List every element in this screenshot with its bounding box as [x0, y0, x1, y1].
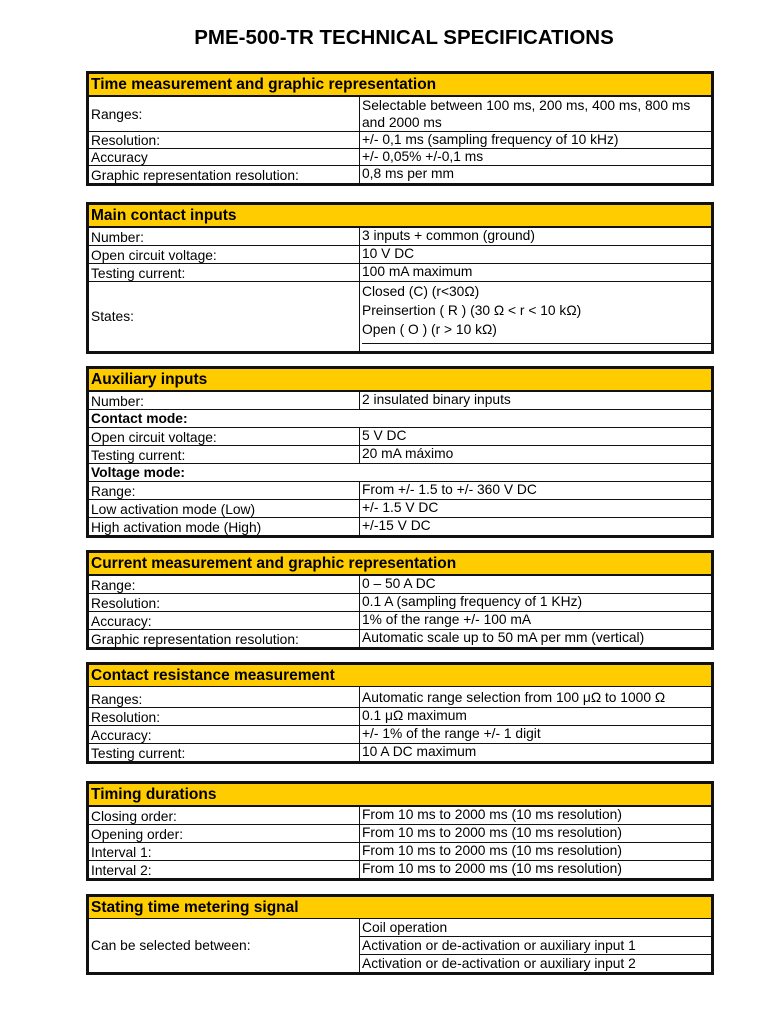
table-header: Current measurement and graphic representation: [89, 553, 711, 575]
row-label: Closing order:: [89, 807, 360, 824]
row-label: Resolution:: [89, 594, 360, 611]
table-row: [89, 919, 711, 972]
row-value: 3 inputs + common (ground): [362, 228, 535, 243]
table-row: [89, 575, 711, 593]
table-row: [89, 165, 711, 183]
states-values: [360, 282, 711, 351]
table-header: Time measurement and graphic representation: [89, 74, 711, 96]
table-row: [89, 806, 711, 824]
row-label: Number:: [89, 392, 360, 409]
current-measurement-table: [86, 550, 714, 650]
time-measurement-table: [86, 71, 714, 186]
option-coil-operation: Coil operation: [362, 920, 448, 935]
row-label: Interval 2:: [89, 861, 360, 878]
row-value: +/-15 V DC: [362, 518, 431, 533]
table-row: [89, 148, 711, 165]
row-value: Selectable between 100 ms, 200 ms, 400 ms, 800 ms and 2000 ms: [362, 98, 691, 130]
row-value: 0 – 50 A DC: [362, 576, 436, 591]
voltage-mode-heading: Voltage mode:: [89, 463, 711, 481]
row-label: Opening order:: [89, 825, 360, 842]
row-value: 20 mA máximo: [362, 446, 454, 461]
table-row: [89, 263, 711, 281]
table-row: [89, 687, 711, 707]
row-label: Open circuit voltage:: [89, 246, 360, 263]
row-value: 10 A DC maximum: [362, 744, 477, 759]
row-label: Can be selected between:: [89, 919, 360, 972]
row-value: 2 insulated binary inputs: [362, 392, 511, 407]
stating-time-table: [86, 894, 714, 975]
table-header: Timing durations: [89, 784, 711, 806]
state-open: Open ( O ) (r > 10 kΩ): [362, 322, 497, 337]
table-row: [89, 517, 711, 535]
row-label: Ranges:: [89, 97, 360, 131]
row-value: From +/- 1.5 to +/- 360 V DC: [362, 482, 537, 497]
row-label: Ranges:: [89, 687, 360, 707]
row-value: Automatic range selection from 100 μΩ to 1000 Ω: [362, 690, 666, 705]
table-row: [89, 824, 711, 842]
row-label: Graphic representation resolution:: [89, 630, 360, 647]
options-list: [360, 919, 711, 972]
table-row: [89, 707, 711, 725]
row-value: Automatic scale up to 50 mA per mm (vertical): [362, 630, 645, 645]
divider: [362, 343, 711, 357]
table-header: Contact resistance measurement: [89, 665, 711, 687]
row-value: 0.1 μΩ maximum: [362, 708, 467, 723]
row-value: 10 V DC: [362, 246, 415, 261]
contact-mode-heading: Contact mode:: [89, 409, 711, 427]
row-label: Testing current:: [89, 446, 360, 463]
row-label: Interval 1:: [89, 843, 360, 860]
row-label: Accuracy:: [89, 726, 360, 743]
table-row: [89, 445, 711, 463]
row-label: States:: [89, 282, 360, 351]
row-label: Accuracy:: [89, 612, 360, 629]
row-value: From 10 ms to 2000 ms (10 ms resolution): [362, 807, 622, 822]
table-row: [89, 131, 711, 148]
state-preinsertion: Preinsertion ( R ) (30 Ω < r < 10 kΩ): [362, 303, 582, 318]
table-header: Auxiliary inputs: [89, 369, 711, 391]
row-value: 0.1 A (sampling frequency of 1 KHz): [362, 594, 583, 609]
table-row: [89, 860, 711, 878]
row-value: +/- 1% of the range +/- 1 digit: [362, 726, 541, 741]
table-row: [89, 227, 711, 245]
table-row: [89, 499, 711, 517]
table-row: [89, 743, 711, 761]
table-row: [89, 842, 711, 860]
table-row: [89, 391, 711, 409]
table-row: [89, 611, 711, 629]
row-label: Resolution:: [89, 132, 360, 148]
row-value: From 10 ms to 2000 ms (10 ms resolution): [362, 861, 622, 876]
row-label: Graphic representation resolution:: [89, 166, 360, 183]
auxiliary-inputs-table: [86, 366, 714, 538]
row-value: 0,8 ms per mm: [362, 166, 454, 181]
row-value: From 10 ms to 2000 ms (10 ms resolution): [362, 843, 622, 858]
row-label: Open circuit voltage:: [89, 428, 360, 445]
row-label: Accuracy: [89, 149, 360, 165]
row-label: Low activation mode (Low): [89, 500, 360, 517]
table-row: [89, 96, 711, 131]
option-auxiliary-input-1: Activation or de-activation or auxiliary input 1: [360, 936, 711, 954]
row-label: Number:: [89, 228, 360, 245]
row-value: 5 V DC: [362, 428, 407, 443]
row-label: Range:: [89, 482, 360, 499]
timing-durations-table: [86, 781, 714, 881]
row-value: 1% of the range +/- 100 mA: [362, 612, 532, 627]
table-row: [89, 593, 711, 611]
option-auxiliary-input-2: Activation or de-activation or auxiliary input 2: [360, 954, 711, 972]
states-row: [89, 281, 711, 351]
page-title: PME-500-TR TECHNICAL SPECIFICATIONS: [194, 26, 614, 49]
row-value: +/- 0,05% +/-0,1 ms: [362, 149, 484, 164]
table-row: [89, 725, 711, 743]
table-row: [89, 245, 711, 263]
table-row: [89, 629, 711, 647]
main-contact-inputs-table: [86, 202, 714, 354]
row-label: High activation mode (High): [89, 518, 360, 535]
table-header: Main contact inputs: [89, 205, 711, 227]
table-row: [89, 481, 711, 499]
row-label: Range:: [89, 576, 360, 593]
row-value: 100 mA maximum: [362, 264, 473, 279]
row-value: +/- 1.5 V DC: [362, 500, 439, 515]
table-header: Stating time metering signal: [89, 897, 711, 919]
row-value: +/- 0,1 ms (sampling frequency of 10 kHz): [362, 132, 619, 147]
row-label: Testing current:: [89, 744, 360, 761]
row-label: Resolution:: [89, 708, 360, 725]
contact-resistance-table: [86, 662, 714, 764]
row-value: From 10 ms to 2000 ms (10 ms resolution): [362, 825, 622, 840]
row-label: Testing current:: [89, 264, 360, 281]
state-closed: Closed (C) (r<30Ω): [362, 284, 480, 299]
table-row: [89, 427, 711, 445]
